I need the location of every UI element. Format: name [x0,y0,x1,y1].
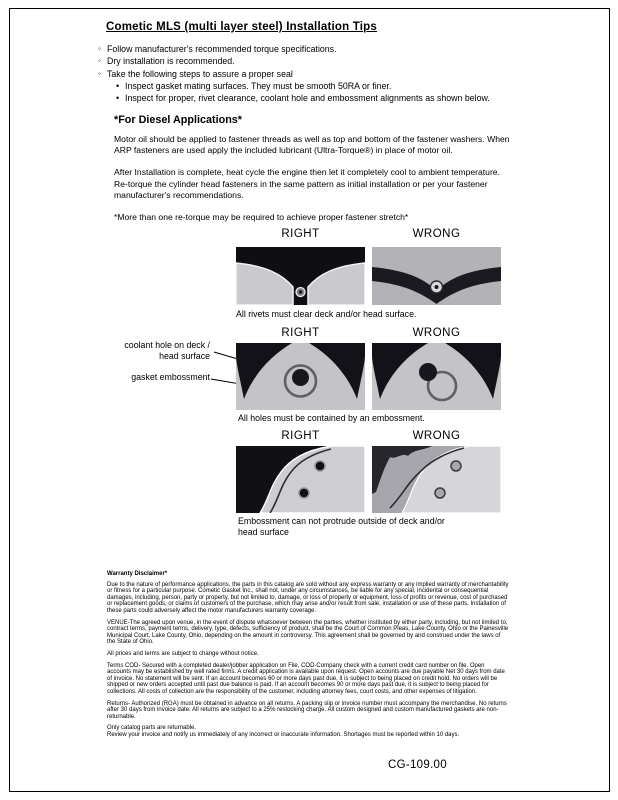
circle-bullet-icon: ◦ [98,68,101,78]
tip-text: Take the following steps to assure a proper seal [107,68,293,79]
page-code: CG-109.00 [388,759,447,771]
dot-bullet-icon: • [116,80,120,91]
prices-paragraph: All prices and terms are subject to change without notice. [107,650,259,657]
right-label-row3: RIGHT [281,430,320,442]
diesel-paragraph-heat-cycle: After Installation is complete, heat cycle the engine then let it completely cool to ambient temperature. Re-torque the cylinder head fasteners in the same pattern as initial installation or per your fastener manufacturer's recommendations. [114,167,500,200]
tip-item [98,55,538,67]
tip-text: Dry installation is recommended. [107,56,235,67]
right-label-row1: RIGHT [281,228,320,240]
catalog-note: Only catalog parts are returnable. [107,725,197,732]
caption-protrusion: Embossment can not protrude outside of deck and/or head surface [238,516,445,537]
diesel-paragraph-retorque: *More than one re-torque may be required to achieve proper fastener stretch* [114,212,409,223]
warranty-paragraph: Due to the nature of performance applications, the parts in this catalog are sold without any express warranty or any implied warranty of merchantability or fitness for a particular purpose. Cometic Gasket Inc., shall not, under any circumstances, be liable for any special, incidental or consequential damages, including, person, party or property, but not limited to, damage, or loss of property or equipment, loss of profits or revenue, cost of purchased or replacement goods, or claims of customers of the purchase, which may arise and/or result from sale, installation or use of these parts. Installation of these parts could adversely affect the motor manufacturers warranty coverage. [107,581,509,614]
legal-section [107,571,509,738]
wrong-label-row2: WRONG [412,327,461,339]
review-note: Review your invoice and notify us immediately of any incorrect or inaccurate information. Shortages must be reported within 10 days. [107,731,460,738]
wrong-label-row1: WRONG [412,228,461,240]
right-label-row2: RIGHT [281,327,320,339]
callout-coolant-hole: coolant hole on deck / head surface [124,340,210,361]
venue-paragraph: VENUE-The agreed upon venue, in the event of dispute whatsoever between the parties, whether instituted by either party, including, but not limited to, contract terms, payment terms, delivery, type, defects, sufficiency of product, shall be the Court of Common Pleas, Lake County, Ohio or the Painesville Municipal Court, Lake County, Ohio, depending on the amount in controversy. This agreement shall be governed by and construed under the laws of the State of Ohio. [107,619,509,646]
tip-text: Inspect for proper, rivet clearance, coolant hole and embossment alignments as shown below. [125,93,490,104]
page-title: Cometic MLS (multi layer steel) Installation Tips [106,21,377,33]
tip-text: Follow manufacturer's recommended torque specifications. [107,44,337,54]
diagram-embossment-wrong [372,343,501,410]
diesel-heading: *For Diesel Applications* [114,114,242,126]
warranty-disclaimer-heading: Warranty Disclaimer* [107,571,168,577]
returns-paragraph: Returns- Authorized (RGA) must be obtained in advance on all returns. A packing slip or invoice number must accompany the merchandise. No returns after 30 days from invoice date. All returns are subject to a 25% restocking charge. All custom designed and custom manufactured gaskets are non-returnable. [107,700,507,720]
callout-gasket-embossment: gasket embossment [131,372,210,382]
diagram-protrusion-right [236,446,365,513]
terms-paragraph: Terms COD- Secured with a completed dealer/jobber application on File, COD-Company check with a current credit card number on file. Open accounts may be established by well rated firms. A credit application is available upon request. Open accounts are due payable Net 30 days from date of invoice. No statement will be sent. If an account becomes 60 or more days past due, it is subject to being placed on credit hold. No orders will be shipped or new orders accepted until past due balance is paid. If an account becomes 90 or more days past due, it is subject to being placed for collections. All costs of collection are the responsibility of the customer, including attorney fees, court costs, and other expenses of litigation. [107,662,505,695]
tip-sub-item [116,80,538,92]
circle-bullet-icon: ◦ [98,56,101,66]
tip-text: Inspect gasket mating surfaces. They must be smooth 50RA or finer. [125,80,392,91]
caption-holes: All holes must be contained by an embossment. [238,413,425,423]
diagram-protrusion-wrong [372,446,501,513]
caption-rivets: All rivets must clear deck and/or head surface. [236,309,417,319]
diagram-rivet-wrong [372,247,501,305]
diesel-paragraph-oil: Motor oil should be applied to fastener threads as well as top and bottom of the fastener washers. When ARP fasteners are used apply the included lubricant (Ultra-Torque®) in place of motor oil. [114,134,510,156]
diagram-rivet-right [236,247,365,305]
circle-bullet-icon: ◦ [98,44,101,53]
dot-bullet-icon: • [116,93,120,104]
installation-tips-list [98,43,538,104]
wrong-label-row3: WRONG [412,430,461,442]
diagram-embossment-right [236,343,365,410]
diesel-section [114,114,514,234]
tip-sub-item [116,92,538,104]
tip-item [98,68,538,80]
tip-item [98,43,538,55]
